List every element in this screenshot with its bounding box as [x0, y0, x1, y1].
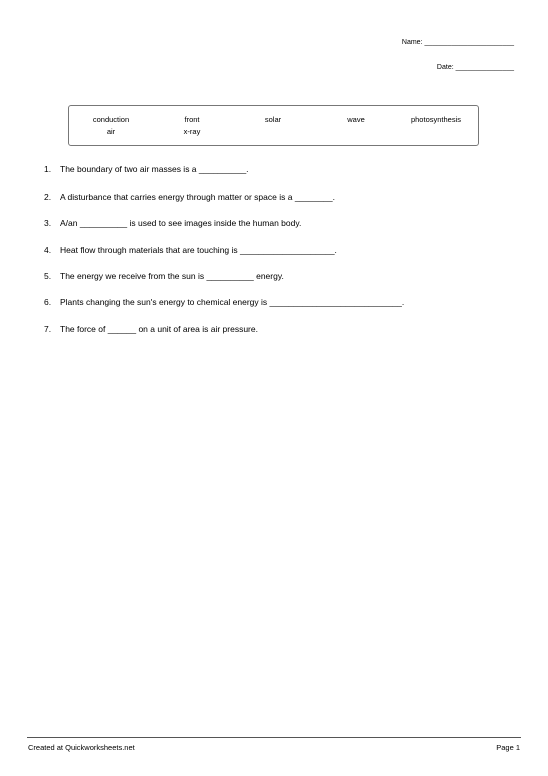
word-bank-item: photosynthesis [410, 115, 462, 124]
question-number: 5. [44, 271, 52, 281]
word-bank-item: x-ray [183, 127, 201, 136]
name-field-label: Name: _______________________ [401, 39, 514, 46]
question-item [44, 192, 335, 202]
question-text: Heat flow through materials that are touching is ____________________. [60, 245, 337, 255]
question-item [44, 297, 404, 307]
question-number: 3. [44, 218, 52, 228]
question-number: 2. [44, 192, 52, 202]
date-field-label: Date: _______________ [436, 64, 514, 71]
question-item [44, 271, 284, 281]
question-item [44, 245, 337, 255]
question-text: The energy we receive from the sun is __________ energy. [60, 271, 284, 281]
question-text: The force of ______ on a unit of area is air pressure. [60, 324, 258, 334]
footer-credit: Created at Quickworksheets.net [28, 743, 135, 752]
word-bank-item: front [184, 115, 200, 124]
question-number: 4. [44, 245, 52, 255]
question-text: A disturbance that carries energy through matter or space is a ________. [60, 192, 335, 202]
word-bank-box [68, 105, 479, 146]
question-item [44, 164, 249, 174]
question-number: 7. [44, 324, 52, 334]
question-number: 6. [44, 297, 52, 307]
question-number: 1. [44, 164, 52, 174]
word-bank-item: solar [264, 115, 282, 124]
question-text: A/an __________ is used to see images inside the human body. [60, 218, 302, 228]
question-text: Plants changing the sun's energy to chemical energy is ____________________________. [60, 297, 405, 307]
question-text: The boundary of two air masses is a __________. [60, 164, 249, 174]
word-bank-item: air [106, 127, 116, 136]
footer-divider [27, 737, 521, 738]
word-bank-item: wave [347, 115, 365, 124]
question-item [44, 324, 258, 334]
question-item [44, 218, 301, 228]
page-number: Page 1 [496, 743, 520, 752]
word-bank-item: conduction [92, 115, 130, 124]
